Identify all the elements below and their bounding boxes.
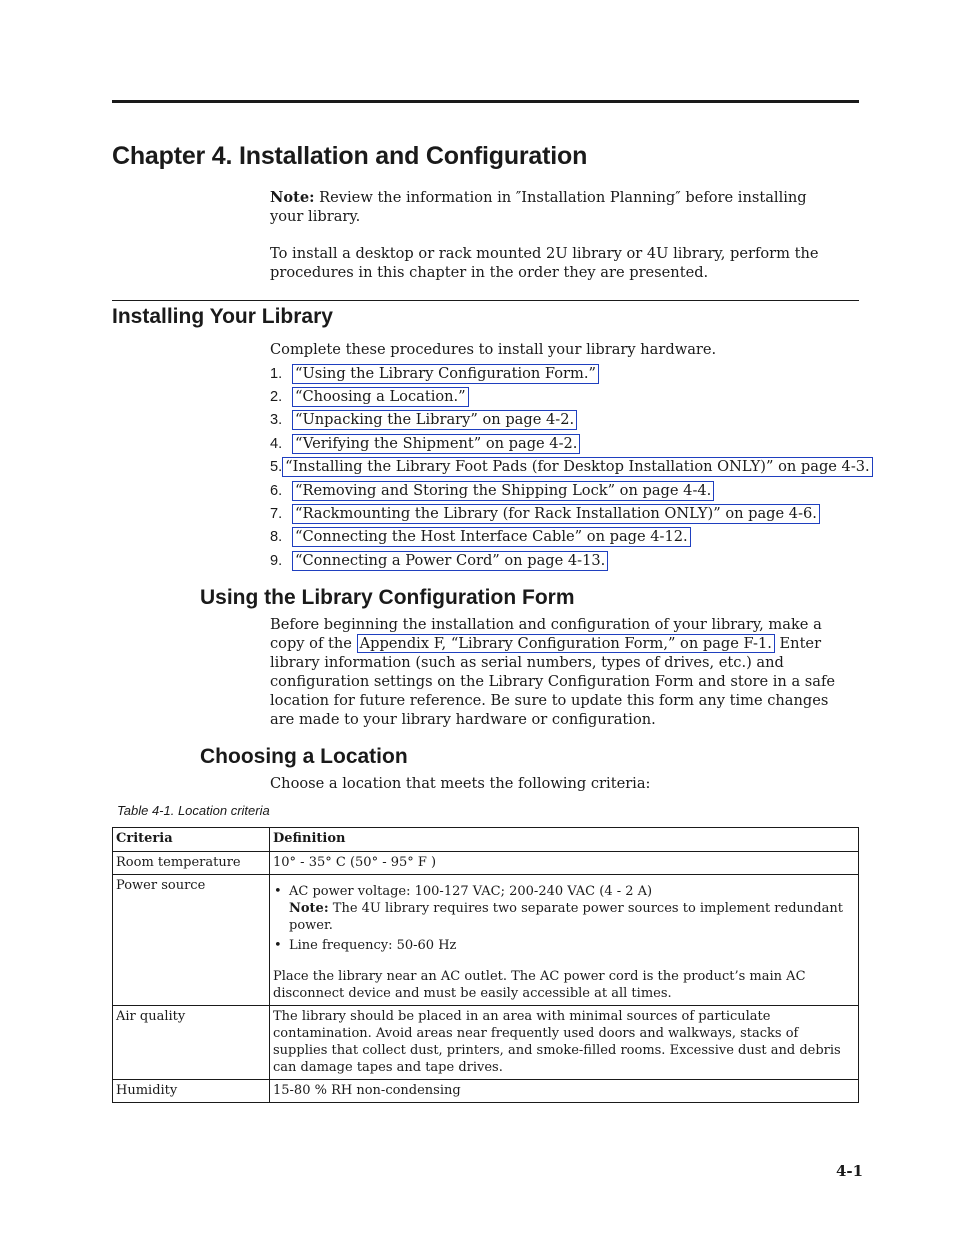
list-item: 3. “Unpacking the Library” on page 4-2. <box>270 409 870 432</box>
link-host-interface-cable[interactable]: “Connecting the Host Interface Cable” on page 4-12. <box>292 527 691 547</box>
header-criteria: Criteria <box>113 828 270 852</box>
list-item: 8. “Connecting the Host Interface Cable” on page 4-12. <box>270 526 870 549</box>
config-form-heading: Using the Library Configuration Form <box>200 586 575 609</box>
power-bullets <box>273 883 855 954</box>
config-form-paragraph: Before beginning the installation and configuration of your library, make a copy of the Appendix F, “Library Configuration Form,” on page F-1. Enter library information (such as serial numbers, types of drives, etc.) and configuration settings on the Library Configuration Form and store in a safe location for future reference. Be sure to update this form any time changes are made to your library hardware or configuration. <box>270 616 836 728</box>
table-header-row <box>113 828 859 852</box>
list-item: • AC power voltage: 100-127 VAC; 200-240 VAC (4 - 2 A) Note: The 4U library requires two separate power sources to implement redundant power. <box>273 883 855 934</box>
link-power-cord[interactable]: “Connecting a Power Cord” on page 4-13. <box>292 551 608 571</box>
installing-lead: Complete these procedures to install your library hardware. <box>270 341 717 358</box>
list-item: 1. “Using the Library Configuration Form.” <box>270 362 870 385</box>
table-row: Air quality The library should be placed in an area with minimal sources of particulate contamination. Avoid areas near frequently used doors and walkways, stacks of supplies that collect dust, printers, and smoke-filled rooms. Excessive dust and debris can damage tapes and tape drives. <box>113 1006 859 1080</box>
location-heading: Choosing a Location <box>200 745 408 768</box>
link-choosing-location[interactable]: “Choosing a Location.” <box>292 387 469 407</box>
list-item: 2. “Choosing a Location.” <box>270 385 870 408</box>
section-rule <box>112 300 859 301</box>
note-block <box>270 188 830 226</box>
table-row: Room temperature 10° - 35° C (50° - 95° F ) <box>113 852 859 875</box>
table-row: Humidity 15-80 % RH non-condensing <box>113 1080 859 1103</box>
link-unpacking[interactable]: “Unpacking the Library” on page 4-2. <box>292 410 577 430</box>
table-row: Power source • AC power voltage: 100-127 VAC; 200-240 VAC (4 - 2 A) Note: The 4U library requires two separate power sources to implement redundant power. • Line frequency: 50-60 Hz Place the library near an AC outlet. The AC power cord is the product’s main AC disconnect device and must be easily accessible at all times. <box>113 875 859 1006</box>
top-rule <box>112 100 859 103</box>
list-item: 7. “Rackmounting the Library (for Rack Installation ONLY)” on page 4-6. <box>270 502 870 525</box>
list-item: 5. “Installing the Library Foot Pads (for Desktop Installation ONLY)” on page 4-3. <box>270 456 870 479</box>
link-appendix-f[interactable]: Appendix F, “Library Configuration Form,” on page F-1. <box>357 634 775 653</box>
header-definition: Definition <box>270 828 859 852</box>
list-item: • Line frequency: 50-60 Hz <box>273 937 855 954</box>
location-criteria-table <box>112 827 859 1103</box>
table-caption: Table 4-1. Location criteria <box>117 803 270 818</box>
list-item: 4. “Verifying the Shipment” on page 4-2. <box>270 432 870 455</box>
link-foot-pads[interactable]: “Installing the Library Foot Pads (for Desktop Installation ONLY)” on page 4-3. <box>282 457 873 477</box>
link-verifying-shipment[interactable]: “Verifying the Shipment” on page 4-2. <box>292 434 580 454</box>
note-text: Review the information in ″Installation Planning″ before installing your library. <box>270 189 807 225</box>
page-number: 4-1 <box>836 1162 864 1180</box>
list-item: 9. “Connecting a Power Cord” on page 4-13. <box>270 549 870 572</box>
procedure-list <box>270 362 870 573</box>
link-using-config-form[interactable]: “Using the Library Configuration Form.” <box>292 364 599 384</box>
installing-heading: Installing Your Library <box>112 305 333 328</box>
location-lead: Choose a location that meets the following criteria: <box>270 775 651 792</box>
intro-paragraph: To install a desktop or rack mounted 2U library or 4U library, perform the procedures in this chapter in the order they are presented. <box>270 245 819 281</box>
link-shipping-lock[interactable]: “Removing and Storing the Shipping Lock” on page 4-4. <box>292 481 714 501</box>
list-item: 6. “Removing and Storing the Shipping Lock” on page 4-4. <box>270 479 870 502</box>
note-label: Note: <box>270 189 315 206</box>
chapter-title: Chapter 4. Installation and Configuration <box>112 142 588 170</box>
link-rackmounting[interactable]: “Rackmounting the Library (for Rack Installation ONLY)” on page 4-6. <box>292 504 820 524</box>
